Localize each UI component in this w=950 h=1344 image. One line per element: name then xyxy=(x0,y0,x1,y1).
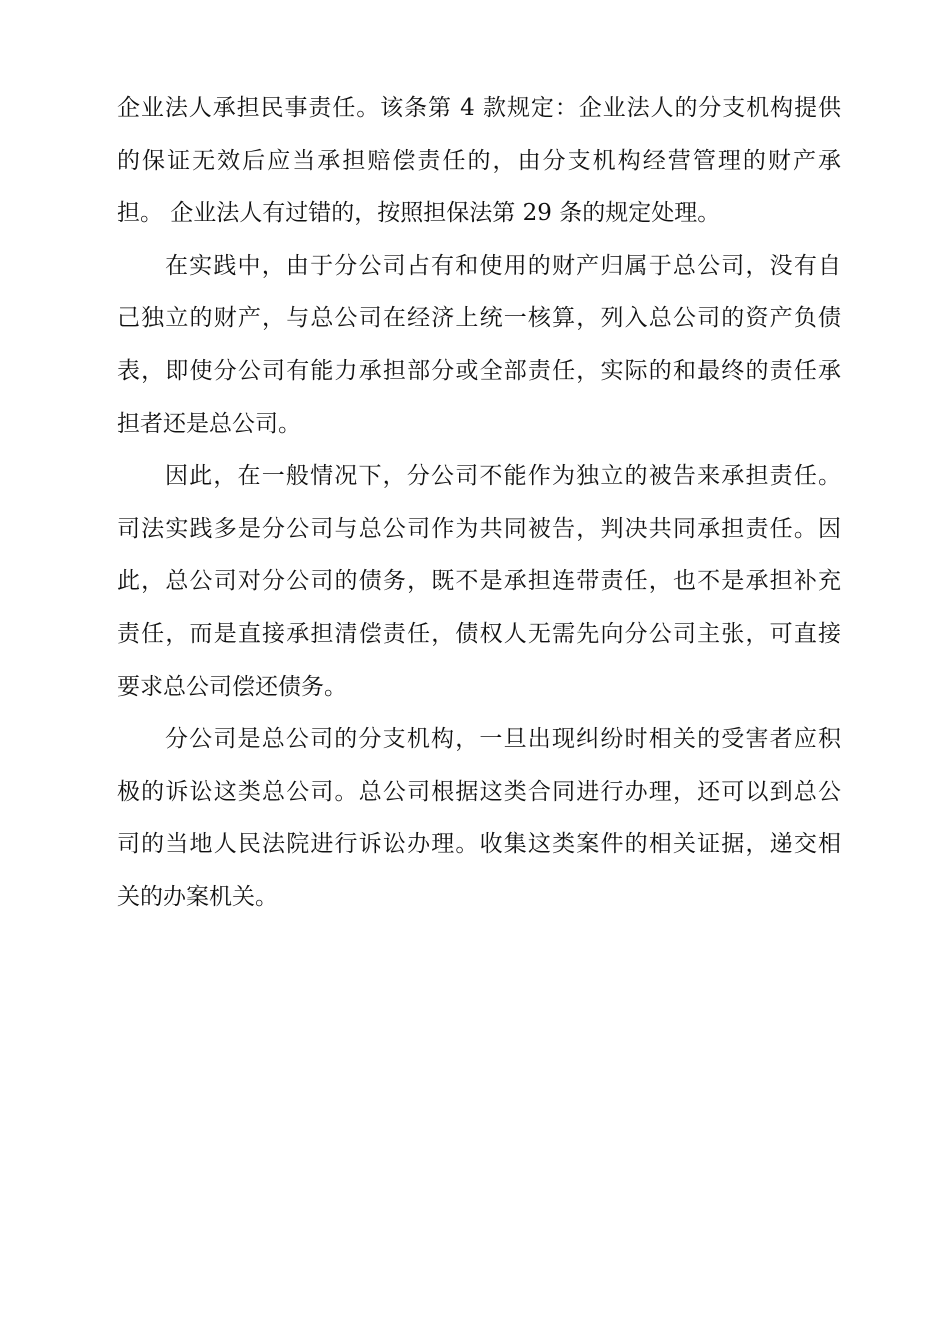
paragraph-1-line-1: 企业法人承担民事责任。该条第 4 款规定：企业法人的分支机构提供 xyxy=(117,95,841,121)
paragraph-4-line-1: 分公司是总公司的分支机构，一旦出现纠纷时相关的受害者应积 xyxy=(165,726,841,753)
paragraph-3-line-3: 此，总公司对分公司的债务，既不是承担连带责任，也不是承担补充 xyxy=(117,568,841,595)
paragraph-1-line-3: 担。 企业法人有过错的，按照担保法第 29 条的规定处理。 xyxy=(117,200,721,227)
paragraph-4-line-3: 司的当地人民法院进行诉讼办理。收集这类案件的相关证据，递交相 xyxy=(117,831,841,858)
paragraph-3-line-2: 司法实践多是分公司与总公司作为共同被告，判决共同承担责任。因 xyxy=(117,515,841,542)
paragraph-2-line-3: 表，即使分公司有能力承担部分或全部责任，实际的和最终的责任承 xyxy=(117,357,841,384)
paragraph-4-line-4: 关的办案机关。 xyxy=(117,883,278,910)
paragraph-2-line-2: 己独立的财产，与总公司在经济上统一核算，列入总公司的资产负债 xyxy=(117,305,841,332)
document-body xyxy=(117,82,841,924)
paragraph-4-line-2: 极的诉讼这类总公司。总公司根据这类合同进行办理，还可以到总公 xyxy=(117,778,841,805)
paragraph-3-line-1: 因此，在一般情况下，分公司不能作为独立的被告来承担责任。 xyxy=(165,463,841,490)
paragraph-2-line-4: 担者还是总公司。 xyxy=(117,410,301,437)
paragraph-1-line-2: 的保证无效后应当承担赔偿责任的，由分支机构经营管理的财产承 xyxy=(117,147,841,174)
paragraph-3-line-4: 责任，而是直接承担清偿责任，债权人无需先向分公司主张，可直接 xyxy=(117,620,841,647)
paragraph-3-line-5: 要求总公司偿还债务。 xyxy=(117,673,347,700)
paragraph-2-line-1: 在实践中，由于分公司占有和使用的财产归属于总公司，没有自 xyxy=(165,252,841,279)
